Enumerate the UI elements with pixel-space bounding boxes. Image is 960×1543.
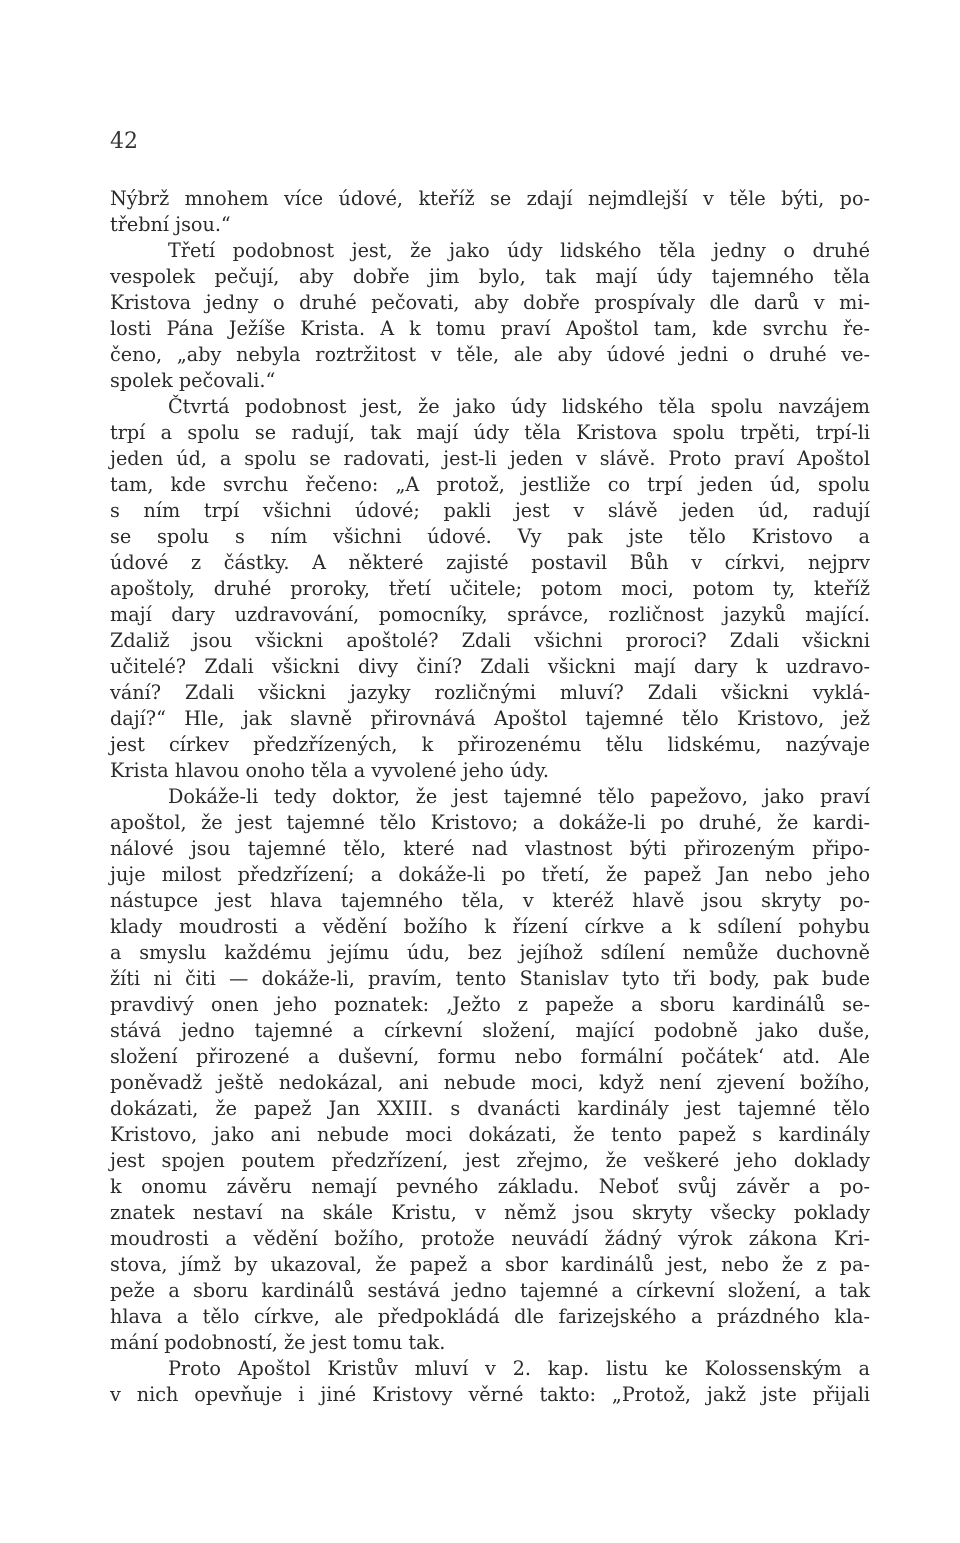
text-line: klady moudrosti a vědění božího k řízení církve a k sdílení pohybu (110, 915, 870, 938)
text-line: v nich opevňuje i jiné Kristovy věrné takto: „Protož, jakž jste přijali (110, 1383, 870, 1406)
text-line: poněvadž ještě nedokázal, ani nebude moci, když není zjevení božího, (110, 1071, 870, 1094)
text-line: Kristovo, jako ani nebude moci dokázati, že tento papež s kardinály (110, 1123, 870, 1146)
text-line: učitelé? Zdali všickni divy činí? Zdali všickni mají dary k uzdravo- (110, 655, 870, 678)
text-line: Krista hlavou onoho těla a vyvolené jeho údy. (110, 759, 549, 782)
text-line: Třetí podobnost jest, že jako údy lidského těla jedny o druhé (168, 239, 870, 262)
text-line: tam, kde svrchu řečeno: „A protož, jestliže co trpí jeden úd, spolu (110, 473, 870, 496)
text-line: Čtvrtá podobnost jest, že jako údy lidského těla spolu navzájem (168, 395, 870, 418)
text-line: jest spojen poutem předzřízení, jest zřejmo, že veškeré jeho doklady (110, 1149, 870, 1172)
text-line: jeden úd, a spolu se radovati, jest-li jeden v slávě. Proto praví Apoštol (110, 447, 870, 470)
text-line: apoštol, že jest tajemné tělo Kristovo; a dokáže-li po druhé, že kardi- (110, 811, 870, 834)
text-line: stova, jímž by ukazoval, že papež a sbor kardinálů jest, nebo že z pa- (110, 1253, 870, 1276)
body-text (110, 186, 870, 1408)
text-line: a smyslu každému jejímu údu, bez jejíhož sdílení nemůže duchovně (110, 941, 870, 964)
text-line: peže a sboru kardinálů sestává jedno tajemné a církevní složení, a tak (110, 1279, 870, 1302)
text-line: Proto Apoštol Kristův mluví v 2. kap. listu ke Kolossenským a (168, 1357, 870, 1380)
text-line: s ním trpí všichni údové; pakli jest v slávě jeden úd, radují (110, 499, 870, 522)
text-line: Nýbrž mnohem více údové, kteříž se zdají nejmdlejší v těle býti, po- (110, 187, 870, 210)
text-line: apoštoly, druhé proroky, třetí učitele; potom moci, potom ty, kteříž (110, 577, 870, 600)
text-line: juje milost předzřízení; a dokáže-li po třetí, že papež Jan nebo jeho (110, 863, 870, 886)
text-line: vespolek pečují, aby dobře jim bylo, tak mají údy tajemného těla (110, 265, 870, 288)
text-line: k onomu závěru nemají pevného základu. Neboť svůj závěr a po- (110, 1175, 870, 1198)
text-line: trpí a spolu se radují, tak mají údy těla Kristova spolu trpěti, trpí-li (110, 421, 870, 444)
text-line: nálové jsou tajemné tělo, které nad vlastnost býti přirozeným připo- (110, 837, 870, 860)
text-line: dají?“ Hle, jak slavně přirovnává Apoštol tajemné tělo Kristovo, jež (110, 707, 870, 730)
text-line: žíti ni čiti — dokáže-li, pravím, tento Stanislav tyto tři body, pak bude (110, 967, 870, 990)
text-line: údové z částky. A některé zajisté postavil Bůh v církvi, nejprv (110, 551, 870, 574)
text-line: složení přirozené a duševní, formu nebo formální počátek‘ atd. Ale (110, 1045, 870, 1068)
text-line: třební jsou.“ (110, 213, 231, 236)
text-line: vání? Zdali všickni jazyky rozličnými mluví? Zdali všickni vyklá- (110, 681, 870, 704)
text-line: nástupce jest hlava tajemného těla, v kteréž hlavě jsou skryty po- (110, 889, 870, 912)
text-line: znatek nestaví na skále Kristu, v němž jsou skryty všecky poklady (110, 1201, 870, 1224)
text-line: losti Pána Ježíše Krista. A k tomu praví Apoštol tam, kde svrchu ře- (110, 317, 870, 340)
page-number: 42 (110, 129, 138, 154)
text-line: stává jedno tajemné a církevní složení, mající podobně jako duše, (110, 1019, 870, 1042)
text-line: mají dary uzdravování, pomocníky, správce, rozličnost jazyků mající. (110, 603, 870, 626)
text-line: čeno, „aby nebyla roztržitost v těle, ale aby údové jedni o druhé ve- (110, 343, 870, 366)
text-line: jest církev předzřízených, k přirozenému tělu lidskému, nazývaje (110, 733, 870, 756)
text-line: se spolu s ním všichni údové. Vy pak jste tělo Kristovo a (110, 525, 870, 548)
text-line: pravdivý onen jeho poznatek: ‚Ježto z papeže a sboru kardinálů se- (110, 993, 870, 1016)
text-line: Zdaliž jsou všickni apoštolé? Zdali všichni proroci? Zdali všickni (110, 629, 870, 652)
text-line: mání podobností, že jest tomu tak. (110, 1331, 446, 1354)
text-line: Dokáže-li tedy doktor, že jest tajemné tělo papežovo, jako praví (168, 785, 870, 808)
text-line: spolek pečovali.“ (110, 369, 276, 392)
text-line: hlava a tělo církve, ale předpokládá dle farizejského a prázdného kla- (110, 1305, 870, 1328)
text-line: moudrosti a vědění božího, protože neuvádí žádný výrok zákona Kri- (110, 1227, 870, 1250)
text-line: Kristova jedny o druhé pečovati, aby dobře prospívaly dle darů v mi- (110, 291, 870, 314)
text-line: dokázati, že papež Jan XXIII. s dvanácti kardinály jest tajemné tělo (110, 1097, 870, 1120)
